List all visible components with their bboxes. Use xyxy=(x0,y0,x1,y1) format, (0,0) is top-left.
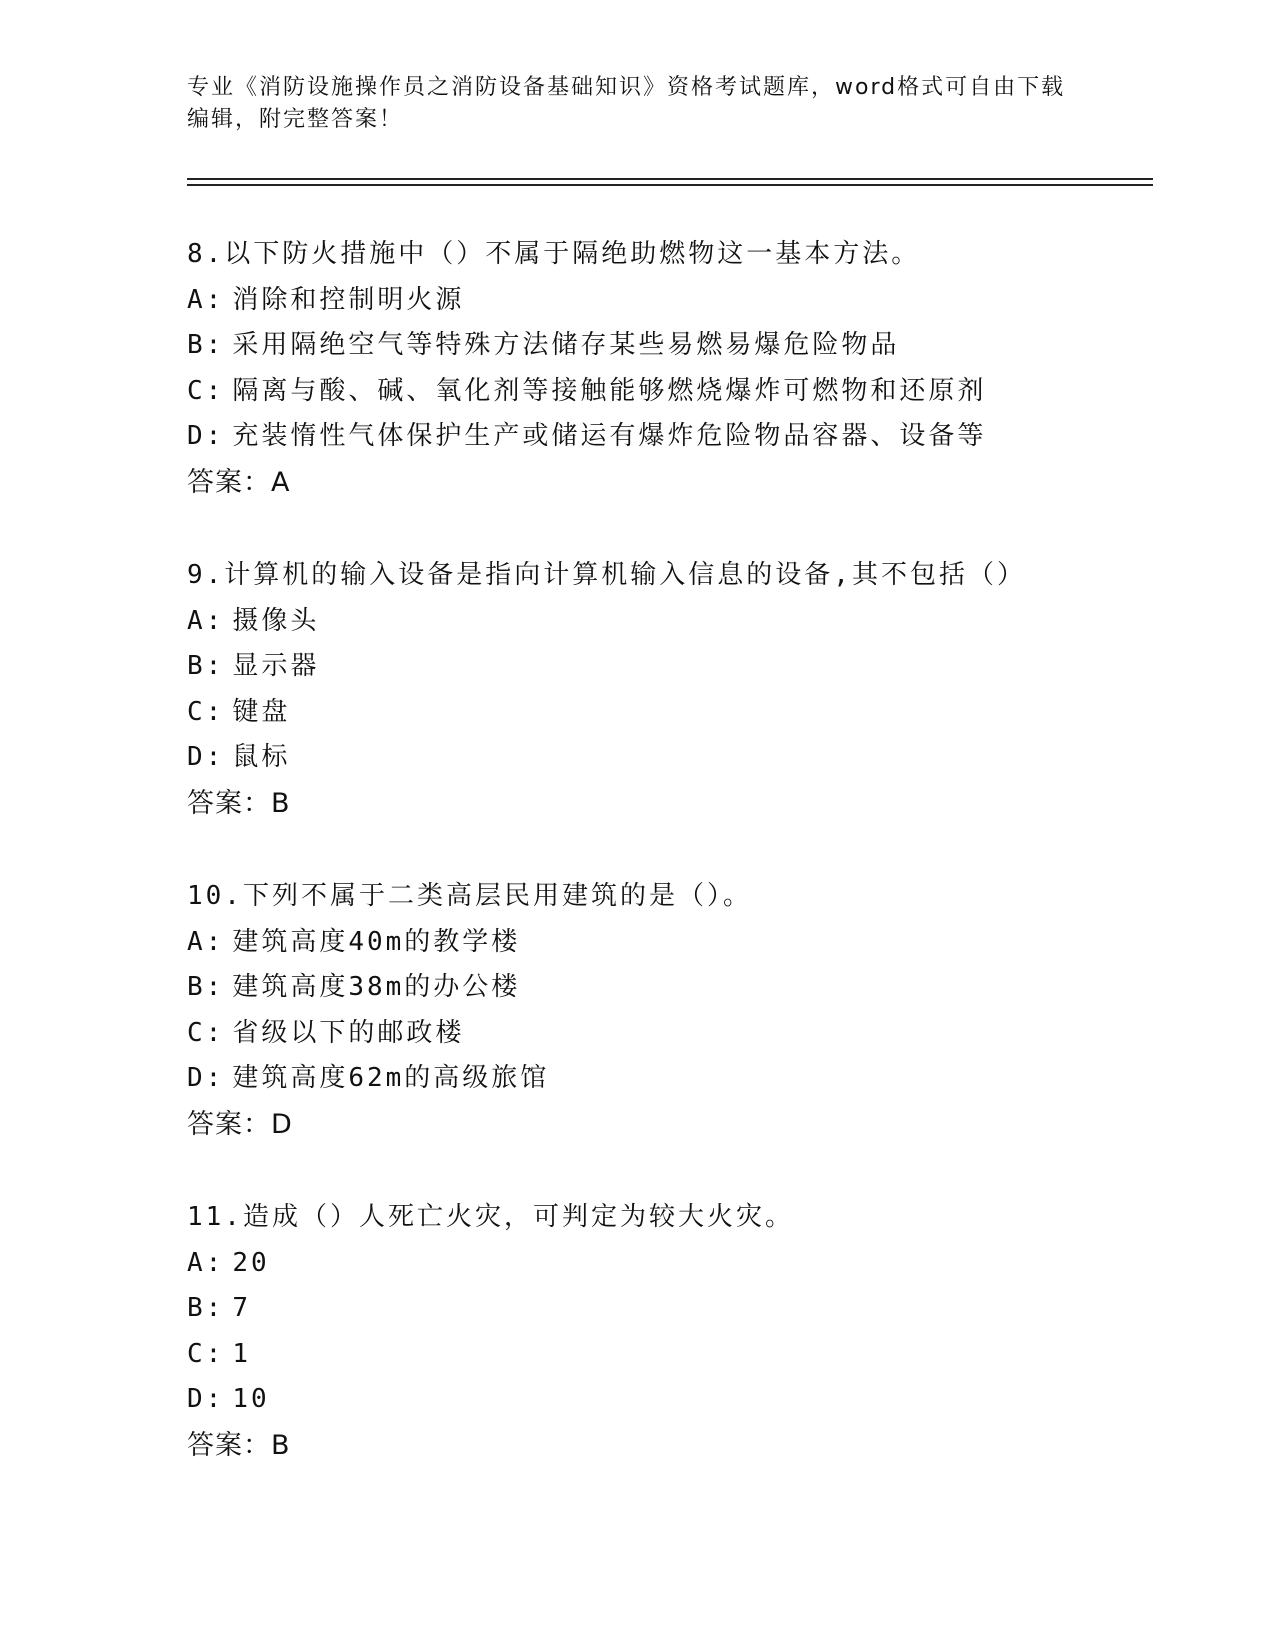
question-9 xyxy=(187,553,1153,826)
option-text: 20 xyxy=(232,1247,270,1278)
option-letter: D: xyxy=(187,1063,225,1093)
option-b xyxy=(187,323,1153,369)
answer-line: 答案：A xyxy=(187,466,291,498)
question-10 xyxy=(187,874,1153,1147)
option-letter: D: xyxy=(187,742,225,772)
question-8 xyxy=(187,232,1153,505)
option-text: 显示器 xyxy=(232,651,320,681)
question-stem: 11.造成（）人死亡火灾，可判定为较大火灾。 xyxy=(187,1202,794,1232)
option-letter: A: xyxy=(187,284,225,315)
option-text: 省级以下的邮政楼 xyxy=(232,1017,465,1048)
option-text: 消除和控制明火源 xyxy=(232,284,465,315)
option-letter: B: xyxy=(187,651,225,681)
answer-line: 答案：B xyxy=(187,1429,291,1461)
option-a xyxy=(187,278,1153,324)
option-a xyxy=(187,599,1153,645)
question-stem: 9.计算机的输入设备是指向计算机输入信息的设备,其不包括（） xyxy=(187,560,1026,590)
option-a xyxy=(187,1241,1153,1287)
option-d xyxy=(187,735,1153,781)
document-header xyxy=(187,72,1067,136)
option-b xyxy=(187,644,1153,690)
header-divider-bottom xyxy=(187,184,1153,186)
option-text: 10 xyxy=(232,1384,270,1414)
option-letter: C: xyxy=(187,375,225,406)
question-stem: 10.下列不属于二类高层民用建筑的是（）。 xyxy=(187,881,752,911)
option-text: 充装惰性气体保护生产或储运有爆炸危险物品容器、设备等 xyxy=(232,421,987,451)
option-text: 隔离与酸、碱、氧化剂等接触能够燃烧爆炸可燃物和还原剂 xyxy=(232,375,987,406)
option-letter: B: xyxy=(187,972,225,1002)
option-d xyxy=(187,1056,1153,1102)
question-stem: 8.以下防火措施中（）不属于隔绝助燃物这一基本方法。 xyxy=(187,239,921,269)
answer-line: 答案：D xyxy=(187,1108,293,1140)
option-letter: A: xyxy=(187,926,225,957)
header-divider-top xyxy=(187,178,1153,180)
option-text: 键盘 xyxy=(232,696,291,727)
option-text: 7 xyxy=(232,1293,251,1323)
option-letter: D: xyxy=(187,421,225,451)
option-text: 摄像头 xyxy=(232,605,320,636)
option-letter: C: xyxy=(187,1338,225,1369)
option-text: 建筑高度62m的高级旅馆 xyxy=(232,1063,550,1093)
option-c xyxy=(187,1332,1153,1378)
option-b xyxy=(187,1286,1153,1332)
option-letter: A: xyxy=(187,605,225,636)
option-text: 1 xyxy=(232,1338,251,1369)
option-d xyxy=(187,414,1153,460)
option-letter: C: xyxy=(187,696,225,727)
answer-line: 答案：B xyxy=(187,787,291,819)
option-c xyxy=(187,690,1153,736)
option-letter: A: xyxy=(187,1247,225,1278)
option-letter: C: xyxy=(187,1017,225,1048)
option-letter: D: xyxy=(187,1384,225,1414)
header-text: 专业《消防设施操作员之消防设备基础知识》资格考试题库，word格式可自由下载编辑，附完整答案！ xyxy=(187,75,1066,132)
option-b xyxy=(187,965,1153,1011)
option-a xyxy=(187,920,1153,966)
option-text: 建筑高度38m的办公楼 xyxy=(232,972,521,1002)
option-letter: B: xyxy=(187,330,225,360)
option-text: 采用隔绝空气等特殊方法储存某些易燃易爆危险物品 xyxy=(232,330,900,360)
option-d xyxy=(187,1377,1153,1423)
option-text: 建筑高度40m的教学楼 xyxy=(232,926,521,957)
option-c xyxy=(187,1011,1153,1057)
question-list xyxy=(187,232,1153,1516)
question-11 xyxy=(187,1195,1153,1468)
option-text: 鼠标 xyxy=(232,742,291,772)
option-letter: B: xyxy=(187,1293,225,1323)
option-c xyxy=(187,369,1153,415)
